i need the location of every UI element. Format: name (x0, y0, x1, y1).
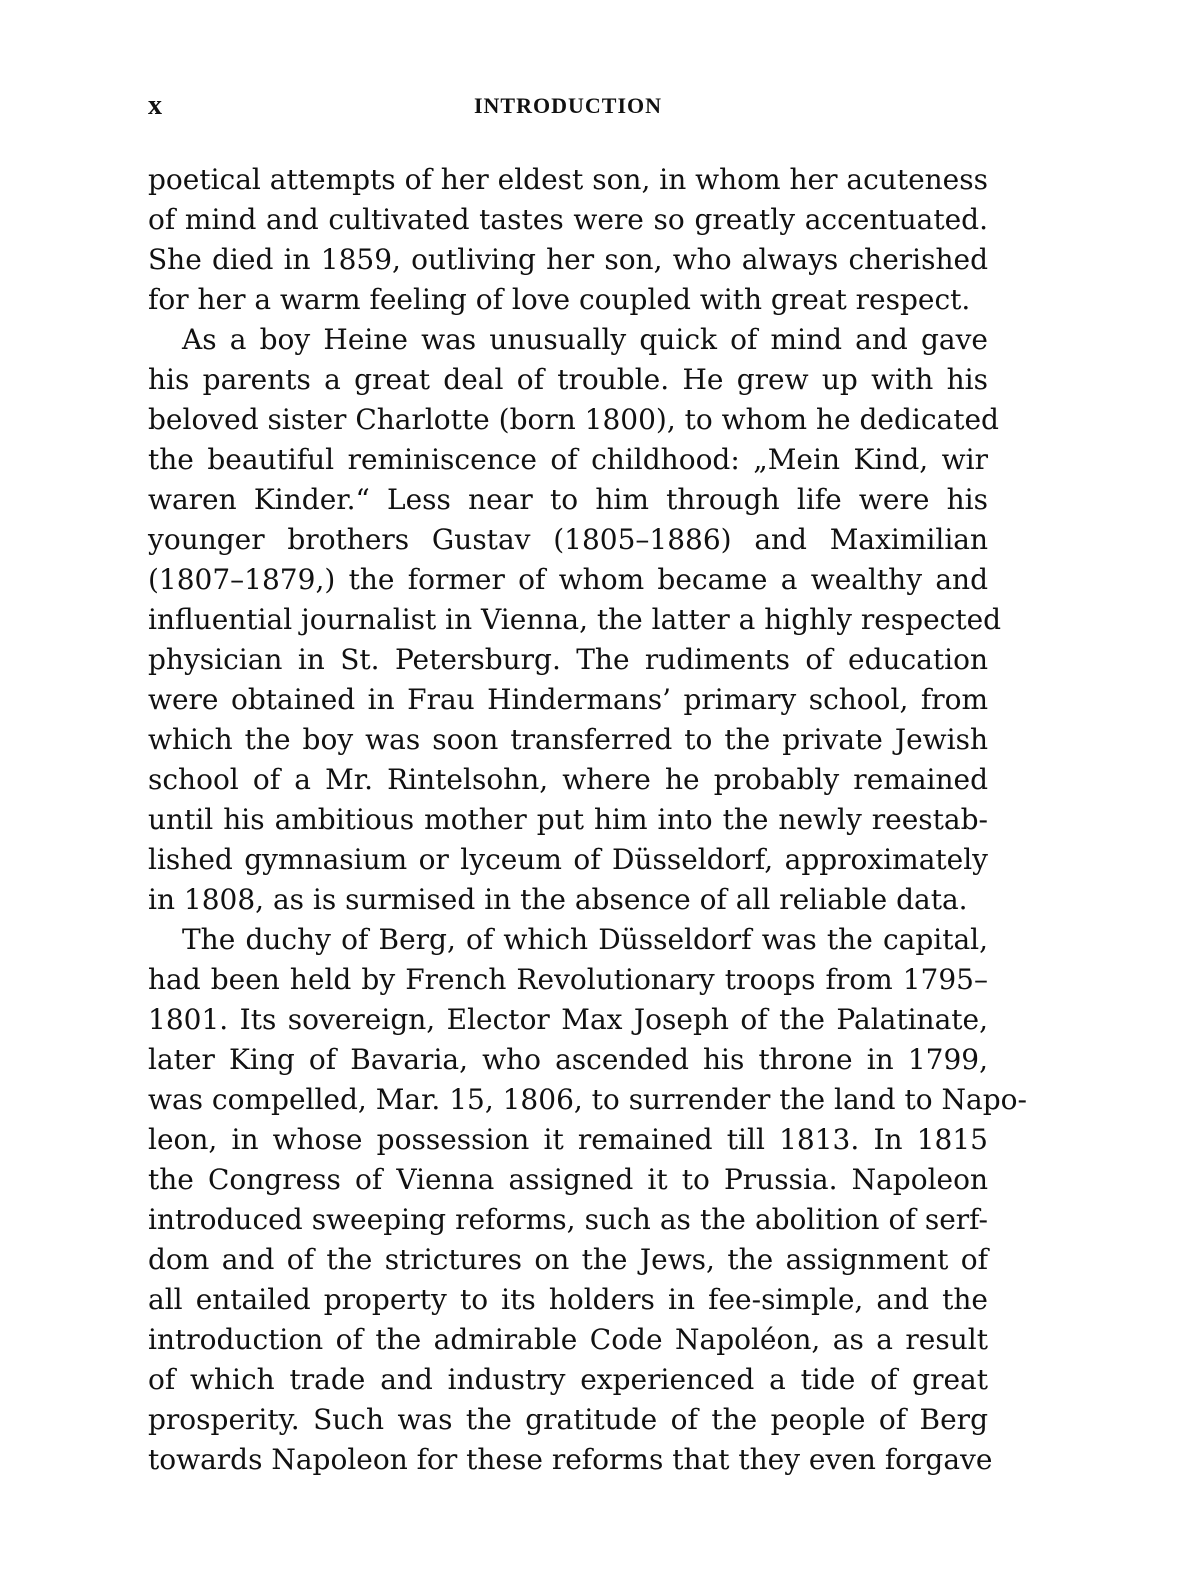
text-line: introduced sweeping reforms, such as the abolition of serf- (148, 1203, 988, 1236)
text-line: prosperity. Such was the gratitude of the people of Berg (148, 1403, 988, 1436)
text-line: (1807–1879,) the former of whom became a wealthy and (148, 563, 988, 596)
running-head (148, 86, 988, 126)
text-line: was compelled, Mar. 15, 1806, to surrender the land to Napo- (148, 1083, 1027, 1116)
text-line: which the boy was soon transferred to the private Jewish (148, 723, 988, 756)
text-line: were obtained in Frau Hindermans’ primary school, from (148, 683, 988, 716)
text-line: influential journalist in Vienna, the latter a highly respected (148, 603, 1002, 636)
text-line: introduction of the admirable Code Napoléon, as a result (148, 1323, 988, 1356)
text-line: dom and of the strictures on the Jews, the assignment of (148, 1243, 988, 1276)
running-head-title: INTRODUCTION (473, 93, 663, 118)
text-line: school of a Mr. Rintelsohn, where he probably remained (148, 763, 988, 796)
text-line: had been held by French Revolutionary troops from 1795– (148, 963, 988, 996)
page-number: x (148, 90, 162, 121)
text-line: later King of Bavaria, who ascended his throne in 1799, (148, 1043, 988, 1076)
text-line: beloved sister Charlotte (born 1800), to whom he dedicated (148, 403, 999, 436)
text-line: for her a warm feeling of love coupled with great respect. (148, 283, 971, 316)
paragraph-start-line: As a boy Heine was unusually quick of mind and gave (182, 323, 988, 356)
text-line: his parents a great deal of trouble. He grew up with his (148, 363, 988, 396)
text-line: all entailed property to its holders in fee-simple, and the (148, 1283, 988, 1316)
text-line: leon, in whose possession it remained till 1813. In 1815 (148, 1123, 988, 1156)
text-line: She died in 1859, outliving her son, who always cherished (148, 243, 988, 276)
text-line: the beautiful reminiscence of childhood: „Mein Kind, wir (148, 443, 988, 476)
text-line: in 1808, as is surmised in the absence of all reliable data. (148, 883, 968, 916)
text-line: physician in St. Petersburg. The rudiments of education (148, 643, 988, 676)
text-line: younger brothers Gustav (1805–1886) and Maximilian (148, 523, 988, 556)
text-line: the Congress of Vienna assigned it to Prussia. Napoleon (148, 1163, 988, 1196)
text-line: lished gymnasium or lyceum of Düsseldorf, approximately (148, 843, 988, 876)
text-line: waren Kinder.“ Less near to him through life were his (148, 483, 988, 516)
text-line: of which trade and industry experienced a tide of great (148, 1363, 988, 1396)
text-line: towards Napoleon for these reforms that they even forgave (148, 1443, 993, 1476)
paragraph-start-line: The duchy of Berg, of which Düsseldorf was the capital, (182, 923, 988, 956)
text-line: until his ambitious mother put him into the newly reestab- (148, 803, 988, 836)
text-line: 1801. Its sovereign, Elector Max Joseph of the Palatinate, (148, 1003, 988, 1036)
text-line: of mind and cultivated tastes were so greatly accentuated. (148, 203, 988, 236)
body-text (148, 160, 1027, 1480)
text-line: poetical attempts of her eldest son, in whom her acuteness (148, 163, 988, 196)
